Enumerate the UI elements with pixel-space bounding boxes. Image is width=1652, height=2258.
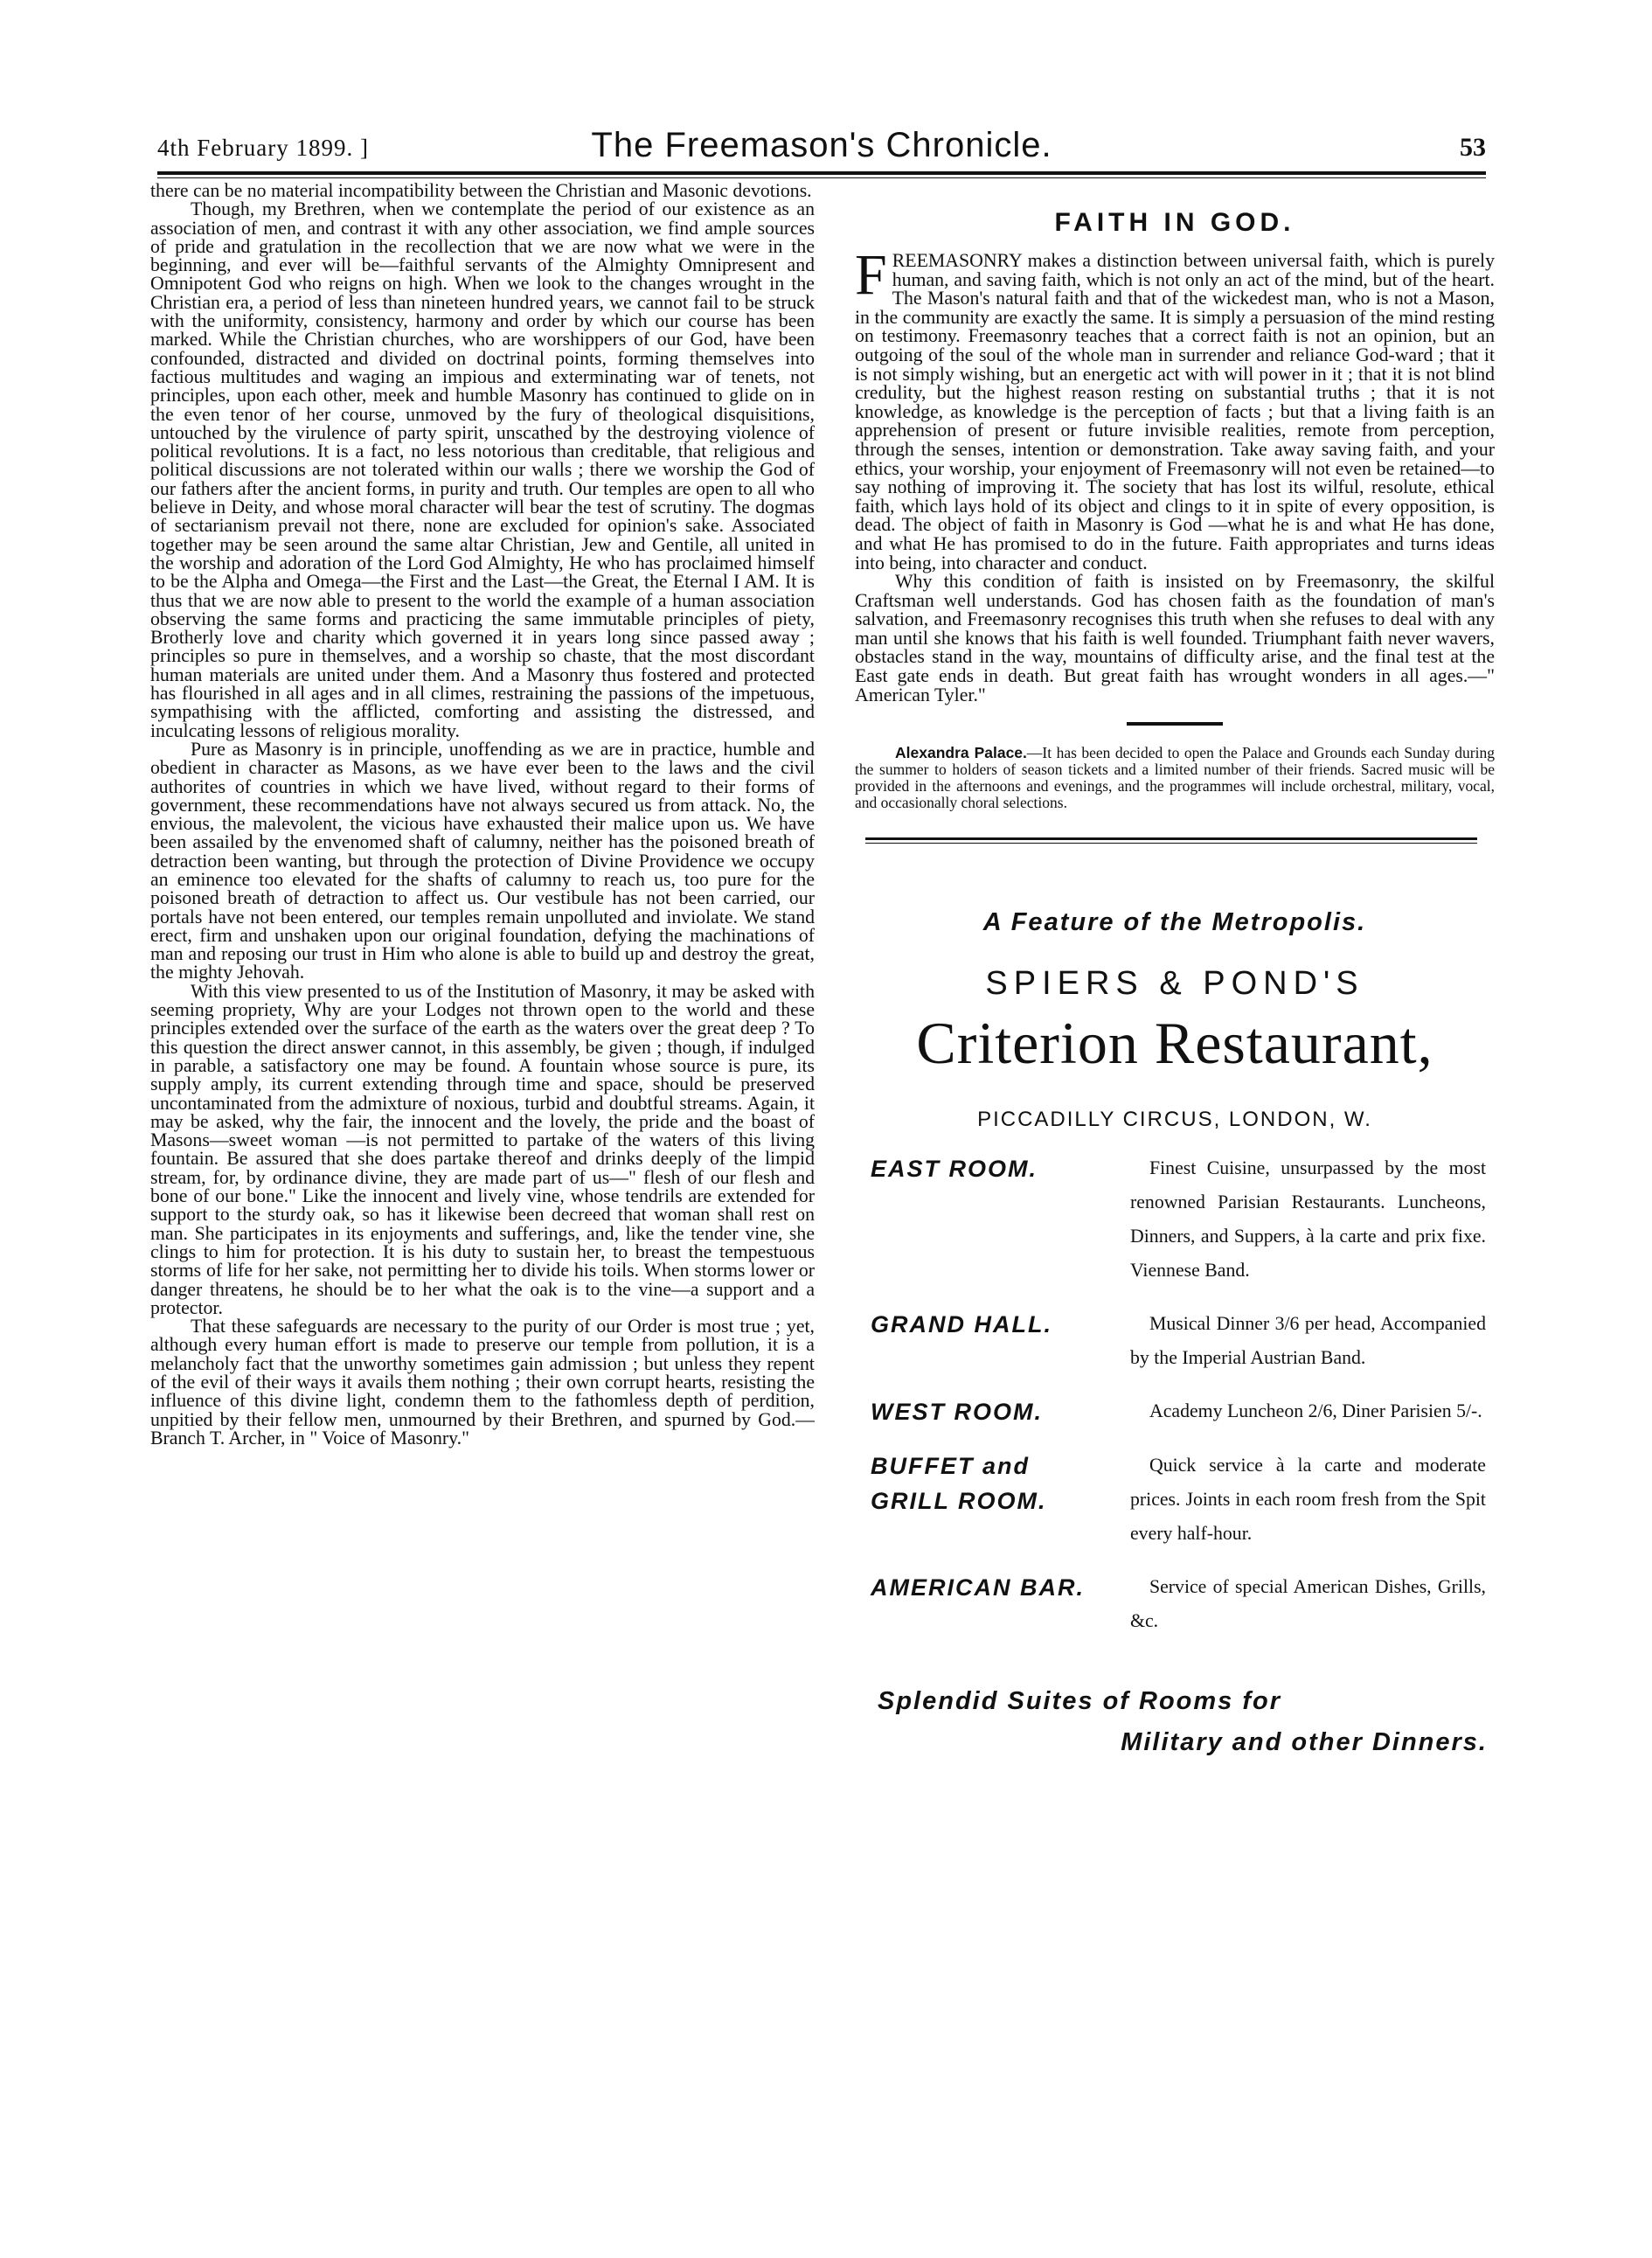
room-name-line: BUFFET and — [871, 1453, 1030, 1480]
ad-room-entry — [855, 1307, 1495, 1375]
room-name-line: GRILL ROOM. — [871, 1488, 1047, 1515]
room-description: Musical Dinner 3/6 per head, Accompanied by the Imperial Austrian Band. — [1130, 1313, 1486, 1369]
room-name — [855, 1449, 1130, 1551]
header-rule-thin — [157, 177, 1486, 178]
paragraph: With this view presented to us of the Institution of Masonry, it may be asked with seeming propriety, Why are your Lodges not thrown open to the world and these principles extended over the surface of the earth as the waters over the great deep ? To this question the direct answer cannot, in this assembly, be given ; though, if indulged in parable, a satisfactory one may be found. A fountain whose source is pure, its supply amply, its current extending through time and space, should be preserved uncontaminated from the admixture of noxious, turbid and doubtful streams. Again, it may be asked, why the fair, the innocent and the lovely, the pride and the boast of Masons—sweet woman —is not permitted to partake of the waters of this living fountain. Be assured that she does partake thereof and drinks deeply of the limpid stream, for, by ordinance divine, they are made part of us—" flesh of our flesh and bone of our bone." Like the innocent and lively vine, whose tendrils are extended for support to the sturdy oak, so has it likewise been decreed that woman shall rest on man. She participates in its enjoyments and sufferings, and, like the tender vine, she clings to him for protection. It is his duty to sustain her, to breast the tempestuous storms of life for her sake, not permitting her to divide his toils. When storms lower or danger threatens, he should be to her what the oak is to the vine—a support and a protector. — [150, 980, 815, 1318]
publication-title: The Freemason's Chronicle. — [591, 126, 1052, 164]
ad-brand: SPIERS & POND'S — [985, 965, 1364, 1003]
ad-footer-line: Splendid Suites of Rooms for — [878, 1687, 1282, 1716]
advertisement-rule-thin — [865, 843, 1477, 844]
faith-article-paragraph: Why this condition of faith is insisted on by Freemasonry, the skilful Craftsman well understands. God has chosen faith as the foundation of man's salvation, and Freemasonry recognises this truth when she refuses to deal with any man until she knows that his faith is well founded. Triumphant faith never wavers, obstacles stand in the way, mountains of difficulty arise, and the final test at the East gate ends in death. But great faith has wrought wonders in all ages.—" American Tyler." — [855, 571, 1495, 705]
advertisement-rule — [865, 837, 1477, 840]
room-name: AMERICAN BAR. — [871, 1574, 1085, 1601]
room-name: WEST ROOM. — [871, 1399, 1043, 1426]
page-number: 53 — [1460, 133, 1486, 162]
room-description: Quick service à la carte and moderate prices. Joints in each room fresh from the Spit every half-hour. — [1130, 1455, 1486, 1545]
ad-room-entry — [855, 1394, 1495, 1429]
paragraph: That these safeguards are necessary to the purity of our Order is most true ; yet, although every human effort is made to preserve our temple from pollution, it is a melancholy fact that the unworthy sometimes gain admission ; but unless they repent of the evil of their ways it avails them nothing ; their own corrupt hearts, resisting the influence of this divine light, condemn them to the fathomless depth of perdition, unpitied by their fellow men, unmourned by their Brethren, and spurned by God.—Branch T. Archer, in " Voice of Masonry." — [150, 1316, 815, 1449]
faith-article-title: FAITH IN GOD. — [1054, 208, 1295, 237]
header-rule — [157, 171, 1486, 175]
ad-room-entry — [855, 1449, 1495, 1551]
notice-body: —It has been decided to open the Palace and Grounds each Sunday during the summer to holders of season tickets and a limited number of their friends. Sacred music will be provided in the afternoons and evenings, and the programmes will include orchestral, military, vocal, and occasionally choral selections. — [855, 744, 1495, 812]
right-column — [855, 208, 1495, 2175]
faith-first-text: REEMASONRY makes a distinction between universal faith, which is purely human, and saving faith, which is not only an act of the mind, but of the heart. The Mason's natural faith and that of the wickedest man, who is not a Mason, in the community are exactly the same. It is simply a persuasion of the mind resting on testimony. Freemasonry teaches that a correct faith is not an opinion, but an outgoing of the soul of the whole man in surrender and reliance God-ward ; that it is not simply wishing, but an energetic act with will power in it ; that it is not blind credulity, but the highest reason resting on substantial truths ; that it is not knowledge, as knowledge is the perception of facts ; but that a living faith is an apprehension of present or future invisible realities, remote from perception, through the senses, intention or demonstration. Take away saving faith, and your ethics, your worship, your enjoyment of Freemasonry will not even be retained—to say nothing of improving it. The society that has lost its wilful, resolute, ethical faith, which lays hold of its object and clings to it in spite of every opposition, is dead. The object of faith in Masonry is God —what he is and what He has done, and what He has promised to do in the future. Faith appropriates and turns ideas into being, into character and conduct. — [855, 250, 1495, 573]
room-description: Finest Cuisine, unsurpassed by the most renowned Parisian Restaurants. Luncheons, Dinners, and Suppers, à la carte and prix fixe. Viennese Band. — [1130, 1157, 1486, 1282]
ad-room-entry — [855, 1151, 1495, 1288]
paragraph: there can be no material incompatibility between the Christian and Masonic devotions. — [150, 182, 812, 201]
ad-restaurant-name: Criterion Restaurant, — [916, 1010, 1433, 1077]
room-description: Service of special American Dishes, Grills, &c. — [1130, 1576, 1486, 1632]
criterion-advertisement — [855, 908, 1495, 1757]
faith-article-paragraph — [855, 243, 1495, 573]
alexandra-palace-notice — [855, 745, 1495, 811]
room-name: GRAND HALL. — [871, 1311, 1052, 1338]
issue-date: 4th February 1899. ] — [157, 135, 369, 161]
room-description: Academy Luncheon 2/6, Diner Parisien 5/-. — [1149, 1400, 1482, 1422]
paragraph: Pure as Masonry is in principle, unoffending as we are in practice, humble and obedient in character as Masons, as we have ever been to the laws and the civil authorites of countries in which we have lived, without regard to their forms of government, these recommendations have not always secured us from attack. No, the envious, the malevolent, the vicious have exhausted their malice upon us. We have been assailed by the envenomed shaft of calumny, neither has the poisoned breath of detraction been wanting, but through the protection of Divine Providence we occupy an eminence too elevated for the shafts of calumny to reach us, too pure for the poisoned breath of detraction to affect us. Our vestibule has not been carried, our portals have not been entered, our temples remain unpolluted and inviolate. We stand erect, firm and unshaken upon our original foundation, defying the machinations of man and reposing our trust in Him who alone is able to build up and destroy the great, the mighty Jehovah. — [150, 738, 815, 983]
room-name: EAST ROOM. — [871, 1156, 1038, 1183]
ad-tagline: A Feature of the Metropolis. — [982, 908, 1367, 937]
ad-address: PICCADILLY CIRCUS, LONDON, W. — [977, 1108, 1372, 1132]
paragraph: Though, my Brethren, when we contemplate the period of our existence as an association of men, and contrast it with any other association, we find ample sources of pride and gratulation in the recollection that we are now what we were in the beginning, and ever will be—faithful servants of the Almighty Omnipresent and Omnipotent God who reigns on high. When we look to the changes wrought in the Christian era, a period of less than nineteen hundred years, we cannot fail to be struck with the uniformity, consistency, harmony and order by which our course has been marked. While the Christian churches, who are worshippers of our God, have been confounded, distracted and divided on doctrinal points, forming themselves into factious multitudes and waging an impious and exterminating war of tenets, not principles, upon each other, meek and humble Masonry has continued to glide on in the even tenor of her course, unmoved by the fury of theological disquisitions, untouched by the virulence of party spirit, unscathed by the destroying violence of political revolutions. It is a fact, no less notorious than creditable, that religious and political discussions are not tolerated within our walls ; there we worship the God of our fathers after the ancient forms, in purity and truth. Our temples are open to all who believe in Deity, and whose moral character will bear the test of scrutiny. The dogmas of sectarianism prevail not there, none are excluded for opinion's sake. Associated together may be seen around the same altar Christian, Jew and Gentile, all united in the worship and adoration of the Lord God Almighty, He who has proclaimed himself to be the Alpha and Omega—the First and the Last—the Great, the Eternal I AM. It is thus that we are now able to present to the world the example of a human association observing the same forms and practicing the same immutable principles of piety, Brotherly love and charity which governed it in years long since passed away ; principles so pure in themselves, and a worship so chaste, that the most discordant human materials are united under them. And a Masonry thus fostered and protected has flourished in all ages and in all climes, restraining the passions of the impetuous, sympathising with the afflicted, comforting and assisting the distressed, and inculcating lessons of religious morality. — [150, 198, 815, 741]
ad-room-entry — [855, 1570, 1495, 1638]
ad-footer-line: Military and other Dinners. — [1121, 1728, 1488, 1757]
left-column-article — [150, 182, 815, 2136]
page-header — [157, 122, 1486, 168]
drop-cap: F — [855, 243, 887, 307]
notice-lead: Alexandra Palace. — [895, 744, 1027, 762]
section-divider — [1127, 722, 1223, 726]
